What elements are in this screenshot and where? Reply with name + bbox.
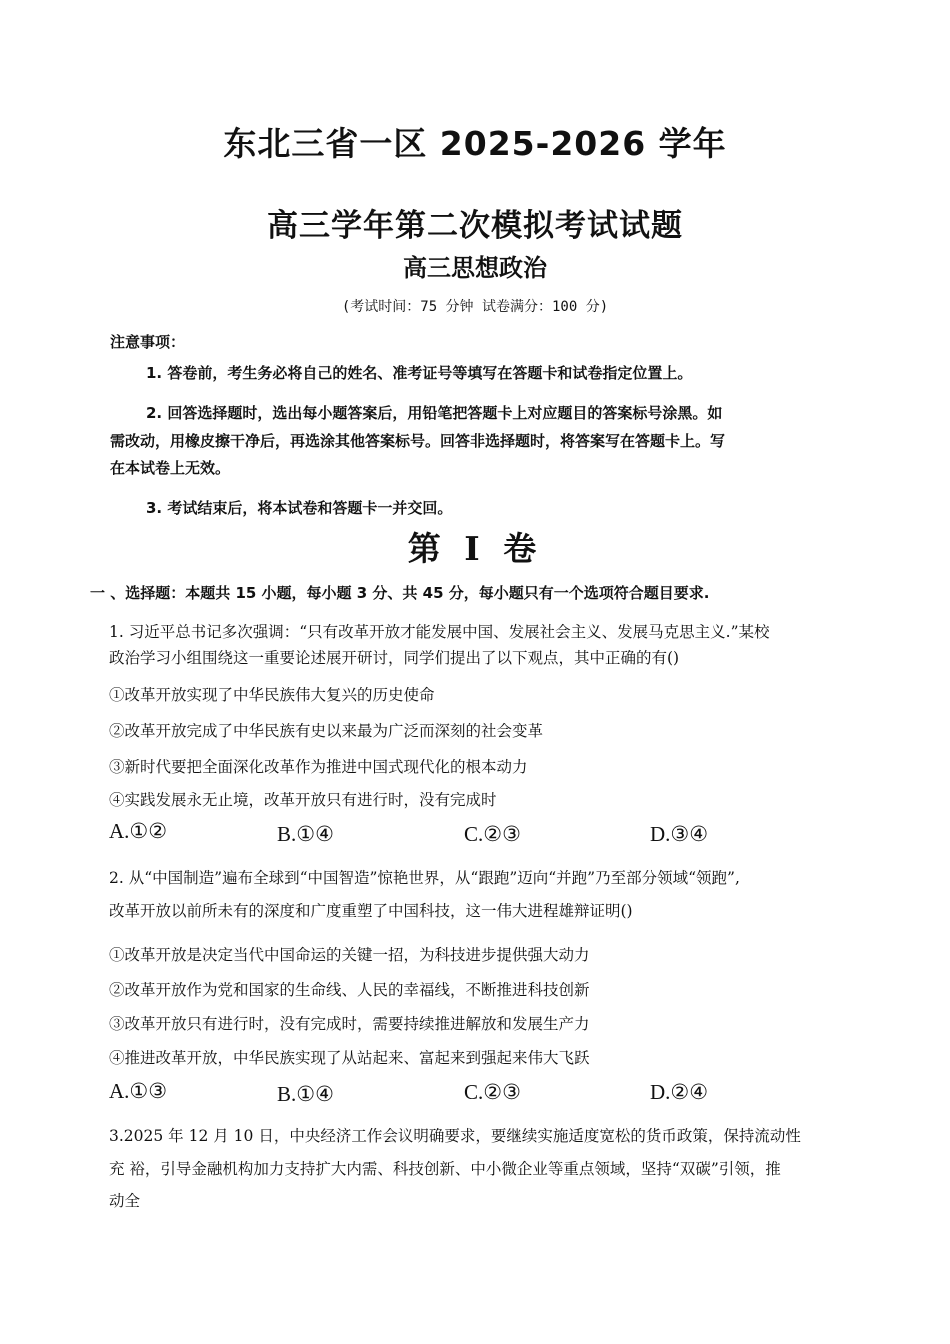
- q1-choice-a: A.①②: [109, 819, 168, 843]
- notice-item-1: 1. 答卷前，考生务必将自己的姓名、准考证号等填写在答题卡和试卷指定位置上。: [146, 364, 693, 382]
- q1-choice-c: C.②③: [464, 822, 521, 846]
- q1-statement: ③新时代要把全面深化改革作为推进中国式现代化的根本动力: [109, 758, 528, 776]
- q2-choice-a: A.①③: [109, 1079, 168, 1103]
- q2-choice-d: D.②④: [650, 1080, 709, 1104]
- q1-choice-d: D.③④: [650, 822, 709, 846]
- q2-stem-line2: 改革开放以前所未有的深度和广度重塑了中国科技，这一伟大进程雄辩证明(): [109, 902, 633, 920]
- q1-statement: ④实践发展永无止境，改革开放只有进行时，没有完成时: [109, 791, 497, 809]
- q2-statement: ④推进改革开放，中华民族实现了从站起来、富起来到强起来伟大飞跃: [109, 1049, 590, 1067]
- exam-subject: 高三思想政治: [403, 254, 547, 282]
- notice-item-3: 3. 考试结束后，将本试卷和答题卡一并交回。: [146, 499, 453, 517]
- q1-stem-line2: 政治学习小组围绕这一重要论述展开研讨，同学们提出了以下观点，其中正确的有(): [109, 649, 680, 667]
- exam-title-line2: 高三学年第二次模拟考试试题: [267, 208, 683, 244]
- notice-heading: 注意事项：: [110, 333, 186, 351]
- q2-stem-line1: 2. 从“中国制造”遍布全球到“中国智造”惊艳世界，从“跟跑”迈向“并跑”乃至部分领域“领跑”,: [109, 869, 740, 887]
- q1-stem-line1: 1. 习近平总书记多次强调：“只有改革开放才能发展中国、发展社会主义、发展马克思主义.”某校: [109, 623, 770, 641]
- q3-stem-line1: 3.2025 年 12 月 10 日，中央经济工作会议明确要求，要继续实施适度宽松的货币政策，保持流动性: [109, 1127, 801, 1145]
- q2-statement: ③改革开放只有进行时，没有完成时，需要持续推进解放和发展生产力: [109, 1015, 590, 1033]
- q1-statement: ①改革开放实现了中华民族伟大复兴的历史使命: [109, 686, 435, 704]
- q3-stem-line2: 充 裕，引导金融机构加力支持扩大内需、科技创新、中小微企业等重点领域，坚持“双碳”引领，推: [109, 1160, 781, 1178]
- q1-choice-b: B.①④: [277, 822, 334, 846]
- q2-choice-b: B.①④: [277, 1082, 334, 1106]
- q2-statement: ②改革开放作为党和国家的生命线、人民的幸福线，不断推进科技创新: [109, 981, 590, 999]
- section-title: 第 I 卷: [407, 529, 543, 568]
- notice-item-2-line2: 需改动，用橡皮擦干净后，再选涂其他答案标号。回答非选择题时，将答案写在答题卡上。写: [110, 432, 726, 450]
- q2-statement: ①改革开放是决定当代中国命运的关键一招，为科技进步提供强大动力: [109, 946, 590, 964]
- q2-choice-c: C.②③: [464, 1080, 521, 1104]
- notice-item-2-line1: 2. 回答选择题时，选出每小题答案后，用铅笔把答题卡上对应题目的答案标号涂黑。如: [146, 404, 723, 422]
- part-one-heading: 一 、选择题：本题共 15 小题，每小题 3 分、共 45 分，每小题只有一个选项符合题目要求.: [90, 584, 710, 602]
- exam-meta: (考试时间：75 分钟 试卷满分：100 分): [341, 299, 609, 315]
- q3-stem-line3: 动全: [109, 1192, 141, 1210]
- notice-item-2-line3: 在本试卷上无效。: [110, 459, 231, 477]
- exam-title-line1: 东北三省一区 2025-2026 学年: [223, 124, 727, 163]
- q1-statement: ②改革开放完成了中华民族有史以来最为广泛而深刻的社会变革: [109, 722, 544, 740]
